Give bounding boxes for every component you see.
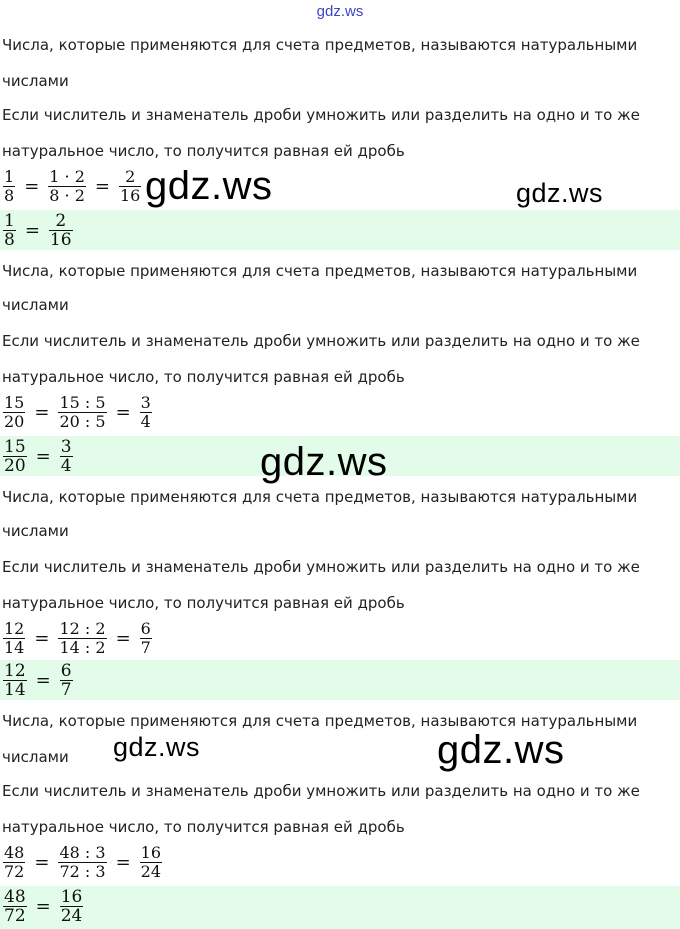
numerator: 1 · 2 bbox=[49, 166, 85, 186]
answer-equation bbox=[2, 210, 74, 250]
fraction bbox=[3, 438, 27, 475]
answer-equation bbox=[2, 436, 74, 476]
fraction bbox=[140, 394, 152, 431]
rule-line-2: натуральное число, то получится равная ей дробь bbox=[2, 594, 405, 612]
rule-line-1: Если числитель и знаменатель дроби умножить или разделить на одно и то же bbox=[2, 558, 640, 576]
denominator: 72 bbox=[4, 905, 26, 926]
answer-band bbox=[0, 660, 680, 700]
denominator: 20 : 5 bbox=[59, 411, 106, 431]
fraction bbox=[3, 620, 25, 657]
answer-equation bbox=[2, 660, 74, 700]
numerator: 2 bbox=[125, 166, 136, 186]
watermark: gdz.ws bbox=[260, 440, 388, 484]
rule-line-1: Если числитель и знаменатель дроби умножить или разделить на одно и то же bbox=[2, 782, 640, 800]
numerator: 15 bbox=[4, 392, 25, 412]
equals-sign: = bbox=[34, 627, 50, 649]
definition-line-1: Числа, которые применяются для счета предметов, называются натуральными bbox=[2, 488, 638, 506]
denominator: 72 bbox=[4, 861, 25, 881]
answer-band bbox=[0, 210, 680, 250]
denominator: 14 bbox=[4, 637, 25, 657]
fraction bbox=[3, 888, 27, 925]
fraction bbox=[49, 212, 73, 249]
fraction bbox=[58, 394, 106, 431]
solution-equation bbox=[2, 840, 163, 884]
numerator: 12 bbox=[4, 660, 26, 681]
numerator: 2 bbox=[55, 210, 67, 231]
numerator: 3 bbox=[140, 392, 151, 412]
denominator: 16 bbox=[120, 185, 141, 205]
denominator: 20 bbox=[4, 455, 26, 476]
watermark: gdz.ws bbox=[145, 164, 273, 208]
rule-line-2: натуральное число, то получится равная ей дробь bbox=[2, 818, 405, 836]
denominator: 24 bbox=[60, 905, 83, 926]
denominator: 8 bbox=[4, 229, 15, 250]
equals-sign: = bbox=[115, 627, 131, 649]
numerator: 48 : 3 bbox=[59, 842, 106, 862]
numerator: 16 bbox=[60, 886, 83, 907]
definition-line-1: Числа, которые применяются для счета предметов, называются натуральными bbox=[2, 36, 638, 54]
answer-equation bbox=[2, 886, 84, 928]
fraction bbox=[3, 662, 27, 699]
equals-sign: = bbox=[94, 175, 110, 197]
fraction bbox=[60, 662, 73, 699]
fraction bbox=[3, 394, 25, 431]
solution-equation bbox=[2, 616, 153, 660]
numerator: 15 bbox=[4, 436, 26, 457]
fraction bbox=[48, 168, 86, 205]
fraction bbox=[3, 212, 16, 249]
definition-line-2: числами bbox=[2, 296, 69, 314]
answer-band bbox=[0, 886, 680, 929]
equals-sign: = bbox=[34, 851, 50, 873]
denominator: 24 bbox=[140, 861, 162, 881]
definition-line-1: Числа, которые применяются для счета предметов, называются натуральными bbox=[2, 262, 638, 280]
rule-line-2: натуральное число, то получится равная ей дробь bbox=[2, 368, 405, 386]
fraction bbox=[3, 844, 25, 881]
denominator: 16 bbox=[49, 229, 72, 250]
denominator: 72 : 3 bbox=[59, 861, 106, 881]
denominator: 14 : 2 bbox=[59, 637, 106, 657]
site-link[interactable]: gdz.ws bbox=[316, 3, 364, 20]
fraction bbox=[60, 438, 73, 475]
fraction bbox=[140, 620, 152, 657]
denominator: 4 bbox=[60, 455, 72, 476]
denominator: 20 bbox=[4, 411, 25, 431]
equals-sign: = bbox=[115, 851, 131, 873]
numerator: 6 bbox=[60, 660, 72, 681]
watermark: gdz.ws bbox=[516, 178, 604, 208]
denominator: 8 · 2 bbox=[49, 185, 85, 205]
definition-line-2: числами bbox=[2, 522, 69, 540]
fraction bbox=[3, 168, 15, 205]
fraction bbox=[58, 844, 106, 881]
solution-equation bbox=[2, 164, 142, 208]
watermark: gdz.ws bbox=[113, 732, 201, 762]
numerator: 15 : 5 bbox=[59, 392, 106, 412]
equals-sign: = bbox=[115, 401, 131, 423]
definition-line-2: числами bbox=[2, 748, 69, 766]
equals-sign: = bbox=[35, 445, 51, 467]
fraction bbox=[119, 168, 141, 205]
denominator: 14 bbox=[4, 679, 26, 700]
numerator: 12 : 2 bbox=[59, 618, 106, 638]
equals-sign: = bbox=[35, 895, 51, 917]
denominator: 4 bbox=[140, 411, 151, 431]
solution-equation bbox=[2, 390, 153, 434]
watermark: gdz.ws bbox=[437, 728, 565, 772]
equals-sign: = bbox=[35, 669, 51, 691]
definition-line-1: Числа, которые применяются для счета предметов, называются натуральными bbox=[2, 712, 638, 730]
equals-sign: = bbox=[24, 219, 40, 241]
numerator: 48 bbox=[4, 842, 25, 862]
denominator: 7 bbox=[60, 679, 72, 700]
equals-sign: = bbox=[34, 401, 50, 423]
definition-line-2: числами bbox=[2, 72, 69, 90]
numerator: 16 bbox=[140, 842, 162, 862]
numerator: 6 bbox=[140, 618, 151, 638]
rule-line-1: Если числитель и знаменатель дроби умножить или разделить на одно и то же bbox=[2, 106, 640, 124]
fraction bbox=[140, 844, 162, 881]
numerator: 1 bbox=[4, 166, 15, 186]
numerator: 48 bbox=[4, 886, 26, 907]
denominator: 8 bbox=[4, 185, 15, 205]
equals-sign: = bbox=[24, 175, 40, 197]
fraction bbox=[58, 620, 106, 657]
denominator: 7 bbox=[140, 637, 151, 657]
numerator: 3 bbox=[60, 436, 72, 457]
rule-line-2: натуральное число, то получится равная ей дробь bbox=[2, 142, 405, 160]
rule-line-1: Если числитель и знаменатель дроби умножить или разделить на одно и то же bbox=[2, 332, 640, 350]
numerator: 1 bbox=[4, 210, 15, 231]
numerator: 12 bbox=[4, 618, 25, 638]
fraction bbox=[60, 888, 84, 925]
